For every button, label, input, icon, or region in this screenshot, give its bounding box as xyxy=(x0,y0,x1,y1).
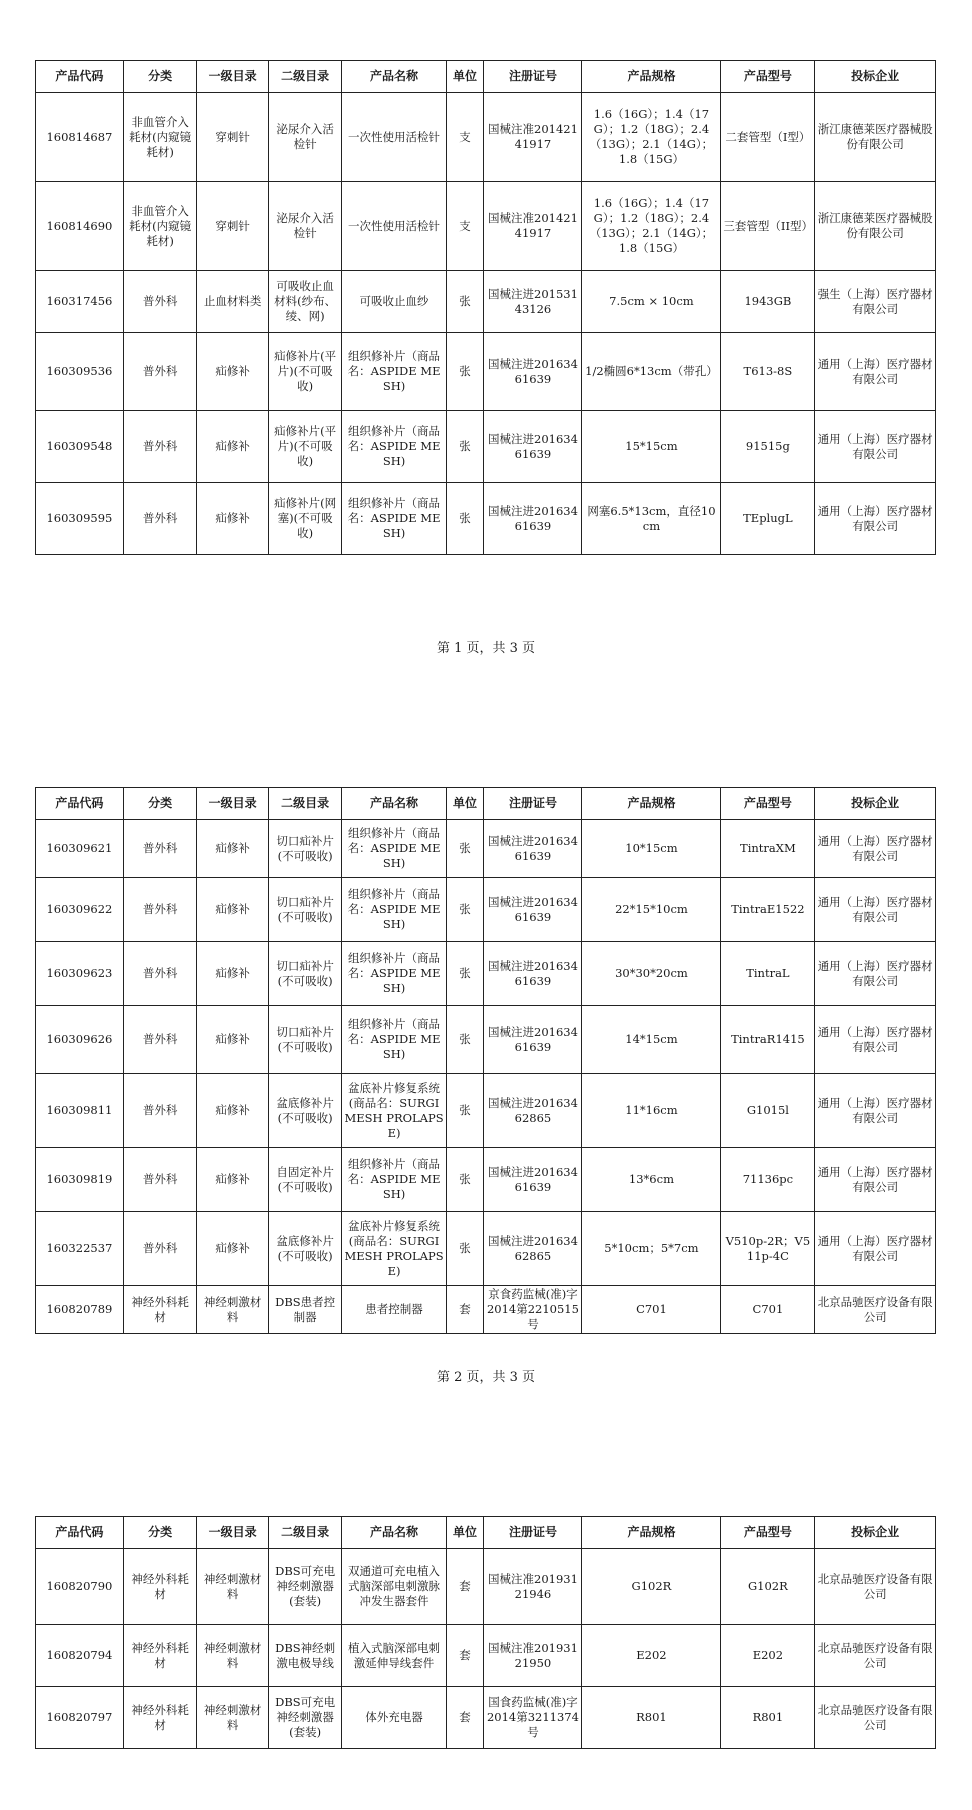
table-row xyxy=(36,1687,936,1749)
cell-level1: 疝修补 xyxy=(197,1212,269,1286)
cell-model: V510p-2R；V511p-4C xyxy=(721,1212,815,1286)
cell-reg: 京食药监械(准)字2014第2210515号 xyxy=(484,1286,582,1334)
cell-model: TEplugL xyxy=(721,483,815,555)
column-header: 产品型号 xyxy=(721,1517,815,1549)
cell-level1: 神经刺激材料 xyxy=(197,1687,269,1749)
cell-code: 160309622 xyxy=(36,878,124,942)
cell-level2: 泌尿介入活检针 xyxy=(268,182,342,271)
cell-unit: 张 xyxy=(446,1212,484,1286)
cell-company: 通用（上海）医疗器材有限公司 xyxy=(815,1006,936,1074)
cell-unit: 张 xyxy=(446,1148,484,1212)
product-table-page-1 xyxy=(35,60,936,555)
column-header: 产品代码 xyxy=(36,61,124,93)
cell-spec: 30*30*20cm xyxy=(582,942,721,1006)
column-header: 注册证号 xyxy=(484,61,582,93)
cell-level2: 疝修补片(平片)(不可吸收) xyxy=(268,333,342,411)
column-header: 产品规格 xyxy=(582,1517,721,1549)
header-row xyxy=(36,61,936,93)
cell-level1: 疝修补 xyxy=(197,1006,269,1074)
cell-name: 盆底补片修复系统(商品名：SURGIMESH PROLAPSE) xyxy=(342,1212,446,1286)
cell-unit: 支 xyxy=(446,182,484,271)
cell-company: 通用（上海）医疗器材有限公司 xyxy=(815,942,936,1006)
cell-unit: 套 xyxy=(446,1286,484,1334)
cell-name: 患者控制器 xyxy=(342,1286,446,1334)
cell-category: 神经外科耗材 xyxy=(123,1625,197,1687)
column-header: 产品代码 xyxy=(36,788,124,820)
cell-model: R801 xyxy=(721,1687,815,1749)
cell-spec: 5*10cm；5*7cm xyxy=(582,1212,721,1286)
cell-category: 普外科 xyxy=(123,1074,197,1148)
cell-spec: 7.5cm × 10cm xyxy=(582,271,721,333)
cell-level1: 神经刺激材料 xyxy=(197,1286,269,1334)
cell-category: 神经外科耗材 xyxy=(123,1286,197,1334)
cell-spec: E202 xyxy=(582,1625,721,1687)
table-row xyxy=(36,1006,936,1074)
column-header: 产品型号 xyxy=(721,788,815,820)
cell-unit: 张 xyxy=(446,1006,484,1074)
cell-level2: 泌尿介入活检针 xyxy=(268,93,342,182)
cell-company: 通用（上海）医疗器材有限公司 xyxy=(815,333,936,411)
cell-category: 神经外科耗材 xyxy=(123,1549,197,1625)
product-table-page-3 xyxy=(35,1516,936,1749)
cell-code: 160309536 xyxy=(36,333,124,411)
cell-reg: 国械注进20163461639 xyxy=(484,1006,582,1074)
cell-reg: 国械注进20163461639 xyxy=(484,411,582,483)
cell-reg: 国械注准20193121950 xyxy=(484,1625,582,1687)
column-header: 二级目录 xyxy=(268,788,342,820)
cell-level2: DBS可充电神经刺激器(套装) xyxy=(268,1687,342,1749)
column-header: 投标企业 xyxy=(815,1517,936,1549)
cell-reg: 国械注进20163461639 xyxy=(484,820,582,878)
cell-company: 通用（上海）医疗器材有限公司 xyxy=(815,1212,936,1286)
cell-code: 160309811 xyxy=(36,1074,124,1148)
column-header: 投标企业 xyxy=(815,788,936,820)
cell-unit: 张 xyxy=(446,483,484,555)
cell-level2: 疝修补片(网塞)(不可吸收) xyxy=(268,483,342,555)
cell-level1: 穿刺针 xyxy=(197,182,269,271)
cell-code: 160309548 xyxy=(36,411,124,483)
cell-code: 160309626 xyxy=(36,1006,124,1074)
cell-level2: DBS神经刺激电极导线 xyxy=(268,1625,342,1687)
cell-model: 91515g xyxy=(721,411,815,483)
cell-code: 160322537 xyxy=(36,1212,124,1286)
cell-name: 组织修补片（商品名：ASPIDE MESH) xyxy=(342,1006,446,1074)
cell-category: 非血管介入耗材(内窥镜耗材) xyxy=(123,182,197,271)
cell-reg: 国械注进20153143126 xyxy=(484,271,582,333)
cell-model: 三套管型（II型） xyxy=(721,182,815,271)
cell-company: 北京品驰医疗设备有限公司 xyxy=(815,1286,936,1334)
cell-level2: DBS可充电神经刺激器(套装) xyxy=(268,1549,342,1625)
cell-code: 160309621 xyxy=(36,820,124,878)
table-row xyxy=(36,1074,936,1148)
cell-code: 160820797 xyxy=(36,1687,124,1749)
table-row xyxy=(36,1625,936,1687)
column-header: 单位 xyxy=(446,1517,484,1549)
cell-spec: C701 xyxy=(582,1286,721,1334)
table-row xyxy=(36,483,936,555)
table-row xyxy=(36,1148,936,1212)
table-row xyxy=(36,333,936,411)
column-header: 注册证号 xyxy=(484,788,582,820)
cell-level1: 神经刺激材料 xyxy=(197,1625,269,1687)
cell-level1: 疝修补 xyxy=(197,1148,269,1212)
cell-model: 71136pc xyxy=(721,1148,815,1212)
cell-model: TintraL xyxy=(721,942,815,1006)
column-header: 分类 xyxy=(123,1517,197,1549)
cell-level1: 疝修补 xyxy=(197,333,269,411)
table-row xyxy=(36,878,936,942)
cell-spec: 10*15cm xyxy=(582,820,721,878)
cell-company: 北京品驰医疗设备有限公司 xyxy=(815,1625,936,1687)
cell-code: 160317456 xyxy=(36,271,124,333)
column-header: 投标企业 xyxy=(815,61,936,93)
column-header: 产品型号 xyxy=(721,61,815,93)
cell-model: TintraXM xyxy=(721,820,815,878)
cell-name: 组织修补片（商品名：ASPIDE MESH) xyxy=(342,820,446,878)
table-row xyxy=(36,1212,936,1286)
cell-category: 非血管介入耗材(内窥镜耗材) xyxy=(123,93,197,182)
cell-spec: 网塞6.5*13cm，直径10cm xyxy=(582,483,721,555)
cell-unit: 张 xyxy=(446,411,484,483)
cell-level1: 神经刺激材料 xyxy=(197,1549,269,1625)
cell-name: 双通道可充电植入式脑深部电刺激脉冲发生器套件 xyxy=(342,1549,446,1625)
cell-code: 160820790 xyxy=(36,1549,124,1625)
cell-level1: 穿刺针 xyxy=(197,93,269,182)
column-header: 产品规格 xyxy=(582,61,721,93)
header-row xyxy=(36,1517,936,1549)
cell-level2: 切口疝补片(不可吸收) xyxy=(268,1006,342,1074)
cell-category: 神经外科耗材 xyxy=(123,1687,197,1749)
cell-unit: 张 xyxy=(446,820,484,878)
cell-spec: 15*15cm xyxy=(582,411,721,483)
cell-code: 160820794 xyxy=(36,1625,124,1687)
cell-level2: DBS患者控制器 xyxy=(268,1286,342,1334)
cell-reg: 国械注准20142141917 xyxy=(484,182,582,271)
cell-spec: 11*16cm xyxy=(582,1074,721,1148)
cell-spec: 1.6（16G）；1.4（17G）；1.2（18G）；2.4（13G）；2.1（14G）；1.8（15G） xyxy=(582,182,721,271)
cell-company: 强生（上海）医疗器材有限公司 xyxy=(815,271,936,333)
cell-unit: 支 xyxy=(446,93,484,182)
cell-category: 普外科 xyxy=(123,1006,197,1074)
column-header: 一级目录 xyxy=(197,61,269,93)
cell-spec: 1.6（16G）；1.4（17G）；1.2（18G）；2.4（13G）；2.1（14G）；1.8（15G） xyxy=(582,93,721,182)
column-header: 二级目录 xyxy=(268,1517,342,1549)
column-header: 分类 xyxy=(123,788,197,820)
cell-reg: 国食药监械(准)字2014第3211374号 xyxy=(484,1687,582,1749)
column-header: 二级目录 xyxy=(268,61,342,93)
cell-unit: 张 xyxy=(446,1074,484,1148)
cell-spec: 14*15cm xyxy=(582,1006,721,1074)
column-header: 单位 xyxy=(446,61,484,93)
cell-reg: 国械注进20163462865 xyxy=(484,1074,582,1148)
cell-level2: 切口疝补片(不可吸收) xyxy=(268,942,342,1006)
cell-level2: 切口疝补片(不可吸收) xyxy=(268,878,342,942)
page-footer: 第 1 页，共 3 页 xyxy=(436,641,536,656)
product-table-page-2 xyxy=(35,787,936,1334)
cell-name: 组织修补片（商品名：ASPIDE MESH) xyxy=(342,878,446,942)
cell-category: 普外科 xyxy=(123,942,197,1006)
cell-reg: 国械注进20163461639 xyxy=(484,878,582,942)
cell-reg: 国械注准20193121946 xyxy=(484,1549,582,1625)
table-row xyxy=(36,820,936,878)
cell-level1: 疝修补 xyxy=(197,411,269,483)
column-header: 一级目录 xyxy=(197,788,269,820)
table-row xyxy=(36,271,936,333)
cell-category: 普外科 xyxy=(123,483,197,555)
table-row xyxy=(36,93,936,182)
header-row xyxy=(36,788,936,820)
table-row xyxy=(36,411,936,483)
cell-spec: 1/2椭圆6*13cm（带孔） xyxy=(582,333,721,411)
cell-level1: 疝修补 xyxy=(197,942,269,1006)
cell-name: 盆底补片修复系统(商品名：SURGIMESH PROLAPSE) xyxy=(342,1074,446,1148)
cell-category: 普外科 xyxy=(123,271,197,333)
cell-unit: 套 xyxy=(446,1687,484,1749)
cell-category: 普外科 xyxy=(123,1148,197,1212)
cell-model: TintraE1522 xyxy=(721,878,815,942)
cell-name: 组织修补片（商品名：ASPIDE MESH) xyxy=(342,483,446,555)
table-row xyxy=(36,182,936,271)
cell-spec: 13*6cm xyxy=(582,1148,721,1212)
cell-company: 浙江康德莱医疗器械股份有限公司 xyxy=(815,93,936,182)
cell-category: 普外科 xyxy=(123,1212,197,1286)
cell-unit: 张 xyxy=(446,942,484,1006)
cell-level1: 疝修补 xyxy=(197,820,269,878)
cell-reg: 国械注进20163461639 xyxy=(484,333,582,411)
cell-reg: 国械注进20163461639 xyxy=(484,483,582,555)
cell-model: 1943GB xyxy=(721,271,815,333)
cell-model: C701 xyxy=(721,1286,815,1334)
column-header: 注册证号 xyxy=(484,1517,582,1549)
column-header: 产品名称 xyxy=(342,1517,446,1549)
cell-level2: 疝修补片(平片)(不可吸收) xyxy=(268,411,342,483)
cell-name: 一次性使用活检针 xyxy=(342,182,446,271)
cell-level1: 疝修补 xyxy=(197,483,269,555)
cell-model: G102R xyxy=(721,1549,815,1625)
page-footer: 第 2 页，共 3 页 xyxy=(436,1370,536,1385)
cell-model: T613-8S xyxy=(721,333,815,411)
column-header: 产品规格 xyxy=(582,788,721,820)
cell-company: 通用（上海）医疗器材有限公司 xyxy=(815,1074,936,1148)
cell-company: 北京品驰医疗设备有限公司 xyxy=(815,1687,936,1749)
cell-model: 二套管型（I型） xyxy=(721,93,815,182)
cell-company: 通用（上海）医疗器材有限公司 xyxy=(815,820,936,878)
cell-reg: 国械注进20163462865 xyxy=(484,1212,582,1286)
cell-name: 组织修补片（商品名：ASPIDE MESH) xyxy=(342,1148,446,1212)
cell-reg: 国械注进20163461639 xyxy=(484,942,582,1006)
cell-level2: 可吸收止血材料(纱布、绫、网) xyxy=(268,271,342,333)
cell-company: 通用（上海）医疗器材有限公司 xyxy=(815,411,936,483)
column-header: 一级目录 xyxy=(197,1517,269,1549)
cell-name: 植入式脑深部电刺激延伸导线套件 xyxy=(342,1625,446,1687)
cell-code: 160309623 xyxy=(36,942,124,1006)
cell-code: 160814690 xyxy=(36,182,124,271)
cell-code: 160814687 xyxy=(36,93,124,182)
cell-model: G1015l xyxy=(721,1074,815,1148)
cell-name: 体外充电器 xyxy=(342,1687,446,1749)
cell-level1: 止血材料类 xyxy=(197,271,269,333)
cell-spec: 22*15*10cm xyxy=(582,878,721,942)
cell-model: TintraR1415 xyxy=(721,1006,815,1074)
cell-spec: R801 xyxy=(582,1687,721,1749)
cell-code: 160820789 xyxy=(36,1286,124,1334)
cell-category: 普外科 xyxy=(123,333,197,411)
cell-level2: 盆底修补片(不可吸收) xyxy=(268,1074,342,1148)
cell-company: 通用（上海）医疗器材有限公司 xyxy=(815,878,936,942)
cell-reg: 国械注进20163461639 xyxy=(484,1148,582,1212)
cell-unit: 张 xyxy=(446,271,484,333)
table-row xyxy=(36,1549,936,1625)
cell-level2: 盆底修补片(不可吸收) xyxy=(268,1212,342,1286)
column-header: 单位 xyxy=(446,788,484,820)
column-header: 产品名称 xyxy=(342,61,446,93)
cell-name: 组织修补片（商品名：ASPIDE MESH) xyxy=(342,411,446,483)
column-header: 产品名称 xyxy=(342,788,446,820)
cell-unit: 张 xyxy=(446,878,484,942)
table-row xyxy=(36,1286,936,1334)
cell-category: 普外科 xyxy=(123,411,197,483)
cell-spec: G102R xyxy=(582,1549,721,1625)
cell-unit: 套 xyxy=(446,1549,484,1625)
cell-level1: 疝修补 xyxy=(197,1074,269,1148)
cell-category: 普外科 xyxy=(123,878,197,942)
cell-level2: 自固定补片(不可吸收) xyxy=(268,1148,342,1212)
column-header: 产品代码 xyxy=(36,1517,124,1549)
cell-company: 通用（上海）医疗器材有限公司 xyxy=(815,1148,936,1212)
cell-name: 组织修补片（商品名：ASPIDE MESH) xyxy=(342,942,446,1006)
table-row xyxy=(36,942,936,1006)
cell-level1: 疝修补 xyxy=(197,878,269,942)
cell-code: 160309819 xyxy=(36,1148,124,1212)
cell-level2: 切口疝补片(不可吸收) xyxy=(268,820,342,878)
cell-model: E202 xyxy=(721,1625,815,1687)
cell-category: 普外科 xyxy=(123,820,197,878)
cell-unit: 套 xyxy=(446,1625,484,1687)
cell-name: 一次性使用活检针 xyxy=(342,93,446,182)
cell-reg: 国械注准20142141917 xyxy=(484,93,582,182)
cell-code: 160309595 xyxy=(36,483,124,555)
cell-name: 可吸收止血纱 xyxy=(342,271,446,333)
cell-company: 浙江康德莱医疗器械股份有限公司 xyxy=(815,182,936,271)
cell-company: 通用（上海）医疗器材有限公司 xyxy=(815,483,936,555)
column-header: 分类 xyxy=(123,61,197,93)
cell-unit: 张 xyxy=(446,333,484,411)
cell-company: 北京品驰医疗设备有限公司 xyxy=(815,1549,936,1625)
cell-name: 组织修补片（商品名：ASPIDE MESH) xyxy=(342,333,446,411)
